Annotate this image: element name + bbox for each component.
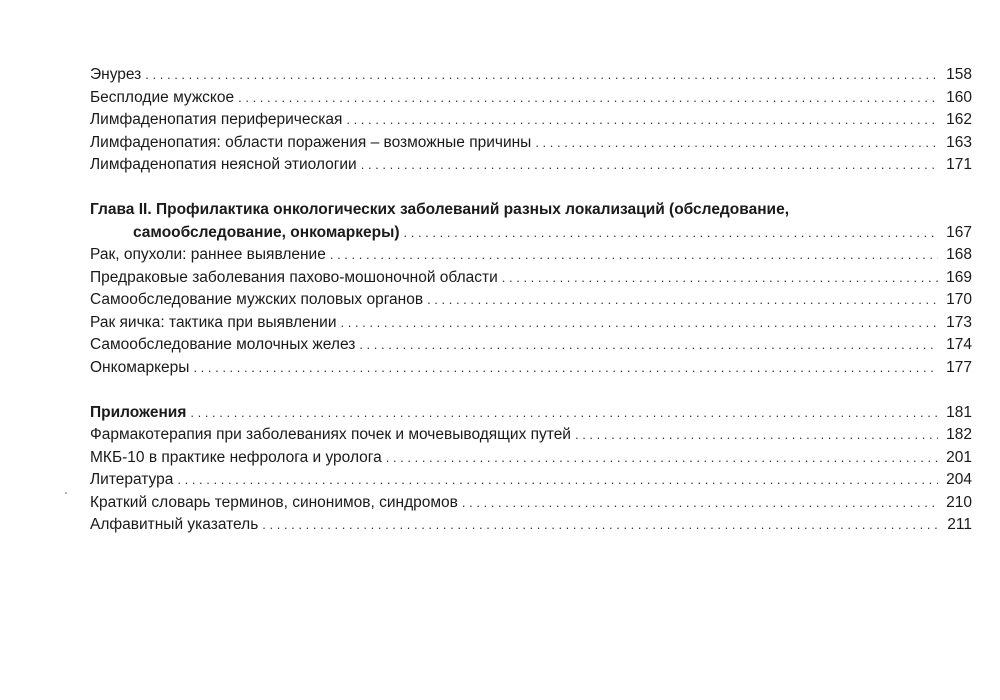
toc-entry-title: Рак, опухоли: раннее выявление — [90, 246, 326, 263]
toc-entry-title: Предраковые заболевания пахово-мошоночной области — [90, 268, 498, 286]
toc-entry-page: 177 — [946, 358, 972, 376]
toc-entry-page: 210 — [946, 493, 972, 511]
dot-leader — [177, 469, 938, 492]
dot-leader — [145, 64, 938, 87]
toc-entry-title: Онкомаркеры — [90, 358, 190, 376]
dot-leader — [535, 132, 938, 155]
toc-entry-title: Бесплодие мужское — [90, 88, 235, 106]
toc-entry-title: Алфавитный указатель — [90, 516, 259, 533]
section-gap — [90, 379, 972, 402]
toc-entry-page: 158 — [946, 66, 972, 83]
dot-leader — [361, 154, 938, 177]
toc-entry — [90, 334, 972, 357]
scan-speck — [65, 492, 67, 494]
dot-leader — [190, 402, 938, 425]
toc-entry — [90, 357, 972, 380]
toc-entry — [90, 244, 972, 267]
toc-entry-page: 168 — [946, 246, 972, 263]
chapter-heading-continuation — [90, 222, 972, 245]
dot-leader — [386, 447, 938, 470]
toc-entry-page: 162 — [946, 111, 972, 128]
dot-leader — [341, 312, 939, 335]
toc-entry-page: 163 — [946, 133, 972, 151]
toc-entry-title: Рак яичка: тактика при выявлении — [90, 313, 337, 331]
toc-entry — [90, 447, 972, 470]
toc-entry — [90, 312, 972, 335]
toc-entry — [90, 424, 972, 447]
dot-leader — [502, 267, 938, 290]
table-of-contents — [90, 64, 972, 537]
dot-leader — [238, 87, 938, 110]
toc-entry-page: 201 — [946, 448, 972, 466]
toc-entry — [90, 492, 972, 515]
toc-entry — [90, 154, 972, 177]
dot-leader — [404, 222, 939, 245]
toc-entry-page: 160 — [946, 88, 972, 106]
toc-entry-title: Краткий словарь терминов, синонимов, синдромов — [90, 493, 458, 511]
appendix-heading-page: 181 — [946, 403, 972, 421]
toc-entry — [90, 132, 972, 155]
chapter-heading-title: самообследование, онкомаркеры) — [133, 223, 400, 241]
dot-leader — [346, 109, 938, 132]
toc-entry-page: 173 — [946, 313, 972, 331]
toc-entry — [90, 289, 972, 312]
chapter-heading: Глава II. Профилактика онкологических заболеваний разных локализаций (обследование, — [90, 201, 790, 218]
dot-leader — [462, 492, 938, 515]
toc-entry — [90, 87, 972, 110]
toc-entry-page: 170 — [946, 291, 972, 308]
dot-leader — [575, 424, 938, 447]
toc-entry-title: Лимфаденопатия периферическая — [90, 111, 343, 128]
toc-entry-title: Литература — [90, 471, 174, 488]
dot-leader — [330, 244, 938, 267]
toc-entry-page: 171 — [946, 156, 972, 173]
toc-entry-title: Лимфаденопатия: области поражения – возможные причины — [90, 133, 532, 151]
toc-entry-page: 169 — [946, 268, 972, 286]
toc-entry-page: 204 — [946, 471, 972, 488]
toc-entry-page: 211 — [947, 516, 972, 533]
toc-entry-page: 182 — [946, 426, 972, 443]
toc-entry-title: Фармакотерапия при заболеваниях почек и мочевыводящих путей — [90, 426, 571, 443]
appendix-heading-entry — [90, 402, 972, 425]
toc-entry-title: Самообследование мужских половых органов — [90, 291, 424, 308]
toc-entry-title: Самообследование молочных желез — [90, 336, 356, 353]
toc-entry — [90, 267, 972, 290]
dot-leader — [262, 514, 938, 537]
toc-entry-page: 174 — [946, 336, 972, 353]
dot-leader — [359, 334, 938, 357]
appendix-heading-title: Приложения — [90, 403, 187, 421]
chapter-heading-page: 167 — [946, 223, 972, 241]
section-gap — [90, 177, 972, 200]
dot-leader — [193, 357, 938, 380]
toc-entry — [90, 64, 972, 87]
toc-entry-title: Энурез — [90, 66, 142, 83]
toc-entry — [90, 469, 972, 492]
toc-entry — [90, 109, 972, 132]
dot-leader — [427, 289, 938, 312]
toc-entry-title: Лимфаденопатия неясной этиологии — [90, 156, 357, 173]
toc-entry — [90, 514, 972, 537]
toc-entry-title: МКБ-10 в практике нефролога и уролога — [90, 448, 382, 466]
